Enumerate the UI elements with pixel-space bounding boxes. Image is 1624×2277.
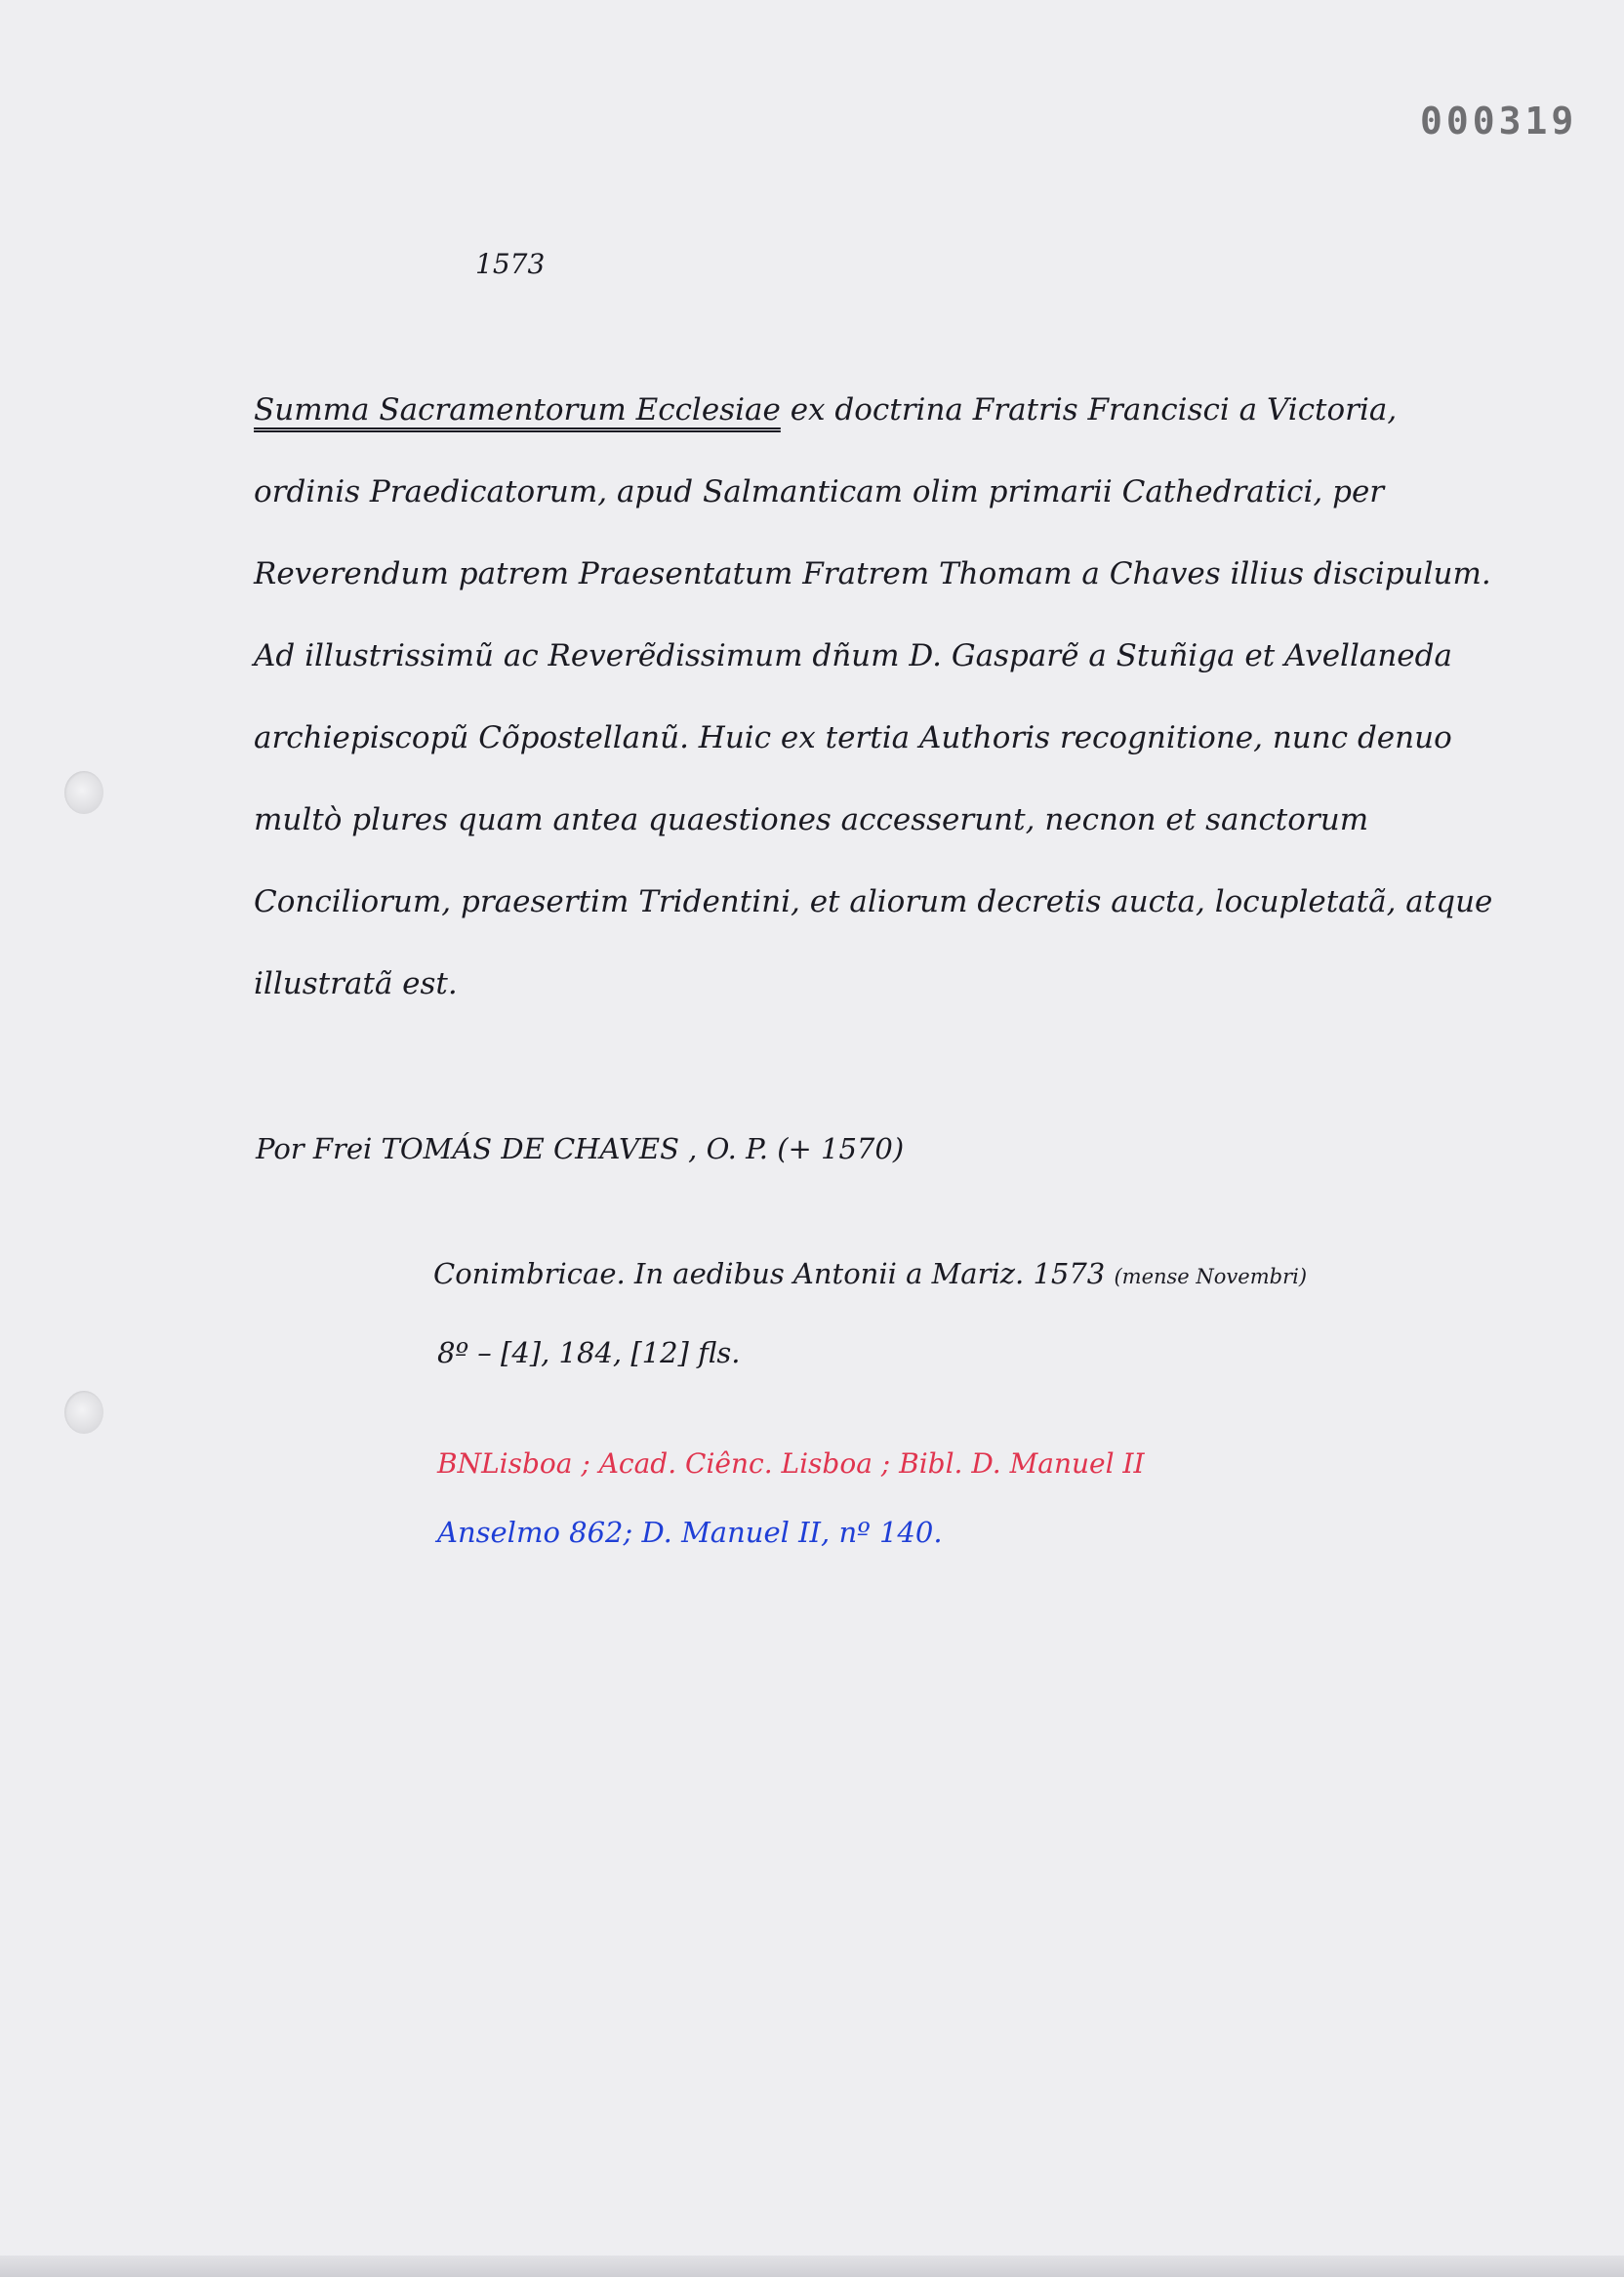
- title-paragraph: [254, 369, 1513, 1025]
- format-line: 8º – [4], 184, [12] fls.: [437, 1336, 741, 1369]
- imprint-main: Conimbricae. In aedibus Antonii a Mariz. 1573: [433, 1257, 1106, 1290]
- page-bottom-edge: [0, 2256, 1624, 2277]
- title-main: Summa Sacramentorum Ecclesiae: [254, 392, 781, 427]
- punch-hole: [64, 1391, 103, 1434]
- holdings-line: BNLisboa ; Acad. Ciênc. Lisboa ; Bibl. D. Manuel II: [437, 1447, 1145, 1480]
- year-heading: 1573: [475, 248, 546, 280]
- title-rest: ex doctrina Fratris Francisci a Victoria, ordinis Praedicatorum, apud Salmanticam olim primarii Cathedratici, per Reverendum patrem Praesentatum Fratrem Thomam a Chaves illius discipulum. Ad illustrissimũ ac Reverẽdissimum dñum D. Gasparẽ a Stuñiga et Avellaneda archiepiscopũ Cõpostellanũ. Huic ex tertia Authoris recognitione, nunc denuo multò plures quam antea quaestiones accesserunt, necnon et sanctorum Conciliorum, praesertim Tridentini, et aliorum decretis aucta, locupletatã, atque illustratã est.: [254, 392, 1493, 1001]
- punch-hole: [64, 771, 103, 814]
- imprint-line: [433, 1257, 1307, 1290]
- references-line: Anselmo 862; D. Manuel II, nº 140.: [437, 1516, 943, 1549]
- author-line: Por Frei TOMÁS DE CHAVES , O. P. (+ 1570): [256, 1132, 905, 1165]
- catalog-stamp-number: 000319: [1420, 100, 1578, 142]
- imprint-month: (mense Novembri): [1114, 1265, 1308, 1288]
